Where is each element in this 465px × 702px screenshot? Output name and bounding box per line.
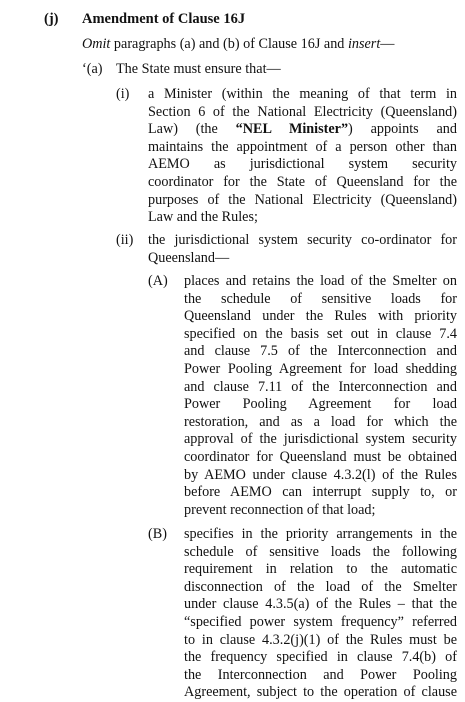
item-B-line: to in clause 4.3.2(j)(1) of the Rules must be: [184, 631, 457, 648]
item-A-line: before AEMO can interrupt supply to, or: [184, 484, 457, 501]
item-i-line: Section 6 of the National Electricity (Queensland): [148, 103, 457, 120]
item-B-line: the Interconnection and Power Pooling: [184, 666, 457, 683]
item-A-line: Power Pooling Agreement for load: [184, 396, 457, 413]
instruction-middle: paragraphs (a) and (b) of Clause 16J and: [110, 36, 348, 52]
item-B-line: “specified power system frequency” referred: [184, 613, 457, 630]
item-B-label: (B): [148, 526, 167, 542]
defined-term-nel-minister: “NEL Minister”: [235, 121, 349, 138]
item-ii-line: Queensland—: [148, 249, 230, 266]
item-ii-text: [148, 232, 457, 267]
item-A-line: prevent reconnection of that load;: [184, 501, 376, 518]
item-B-line: requirement in relation to the automatic: [184, 561, 457, 578]
item-A-line: approval of the jurisdictional system security: [184, 431, 457, 448]
item-i-line: maintains the appointment of a person other than: [148, 138, 457, 155]
item-i-line-defined-term: [148, 121, 457, 139]
item-A-text: [184, 273, 457, 519]
item-A-label: (A): [148, 273, 168, 289]
item-i-line: purposes of the National Electricity (Queensland): [148, 191, 457, 208]
item-B-line: Agreement, subject to the operation of clause: [184, 684, 457, 701]
item-i-line: coordinator for the State of Queensland for the: [148, 173, 457, 190]
item-i-line3-tail: ) appoints and: [348, 121, 457, 138]
item-B-text: [184, 526, 457, 702]
section-letter: (j): [44, 11, 59, 27]
item-A-line: Queensland under the Rules with priority: [184, 308, 457, 325]
item-A-line: and clause 7.5 of the Interconnection and: [184, 343, 457, 360]
para-a-line: The State must ensure that—: [116, 61, 281, 77]
item-B-line: disconnection of the load of the Smelter: [184, 578, 457, 595]
item-A-line: coordinator for Queensland must be obtained: [184, 448, 457, 465]
item-B-line: schedule of sensitive loads the following: [184, 543, 457, 560]
item-A-line: and clause 7.11 of the Interconnection and: [184, 378, 457, 395]
item-ii-label: (ii): [116, 232, 134, 248]
item-i-label: (i): [116, 86, 130, 102]
item-B-line: specifies in the priority arrangements in the: [184, 526, 457, 542]
item-A-line: restoration, and as a load for which the: [184, 413, 457, 430]
instruction-line: [82, 36, 394, 54]
section-heading: [44, 11, 245, 29]
para-a-label: ‘(a): [82, 61, 103, 77]
item-A-line: places and retains the load of the Smelter on: [184, 273, 457, 289]
item-i-text: [148, 86, 457, 227]
item-A-line: by AEMO under clause 4.3.2(l) of the Rules: [184, 466, 457, 483]
omit-word: Omit: [82, 36, 111, 52]
item-B-line: under clause 4.3.5(a) of the Rules – that the: [184, 596, 457, 613]
item-i-line: a Minister (within the meaning of that term in: [148, 86, 457, 102]
item-i-line: AEMO as jurisdictional system security: [148, 156, 457, 173]
item-A-line: Power Pooling Agreement for load shedding: [184, 360, 457, 377]
insert-word: insert: [347, 36, 381, 52]
item-A-line: specified on the basis set out in clause 7.4: [184, 325, 457, 342]
item-B-line: the frequency specified in clause 7.4(b) of: [184, 649, 457, 666]
instruction-tail: —: [380, 36, 395, 52]
section-title: Amendment of Clause 16J: [82, 11, 246, 27]
item-ii-line: the jurisdictional system security co-ordinator for: [148, 232, 457, 248]
item-i-line3-head: Law) (the: [148, 121, 236, 138]
item-i-line: Law and the Rules;: [148, 209, 258, 226]
item-A-line: the schedule of sensitive loads for: [184, 290, 457, 307]
para-a-text: [116, 61, 456, 79]
